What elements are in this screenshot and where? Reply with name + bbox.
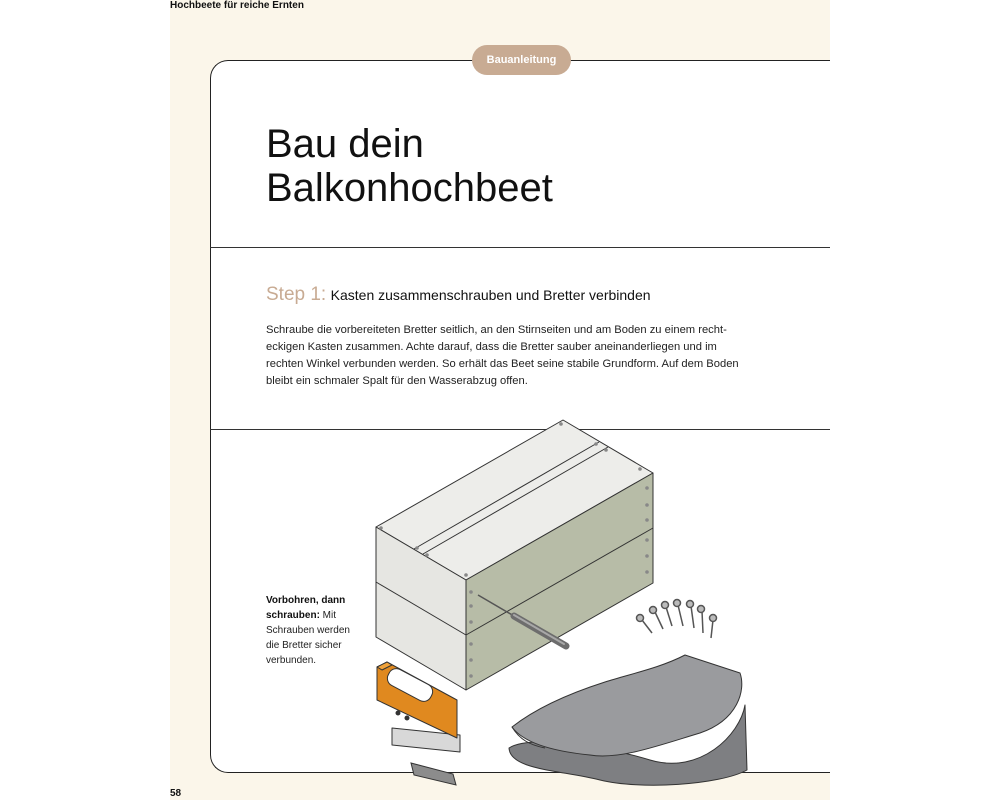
title-line-2: Balkonhochbeet	[266, 166, 553, 210]
caption-text: Mit Schrauben werden die Bretter sicher verbunden.	[266, 610, 350, 666]
screws-icon	[637, 600, 717, 639]
divider-top	[210, 247, 830, 248]
body-line: Schraube die vorbereiteten Bretter seitlich, an den Stirnseiten und am Boden zu einem recht-	[266, 324, 727, 336]
page-title	[266, 122, 786, 210]
step-label: Step 1:	[266, 284, 327, 305]
page-edge	[830, 0, 1000, 800]
body-line: rechten Winkel verbunden werden. So erhält das Beet seine stabile Grundform. Auf dem Boden	[266, 358, 739, 370]
page-number: 58	[170, 788, 182, 799]
step-heading	[266, 284, 651, 306]
section-badge: Bauanleitung	[472, 45, 571, 75]
fabric-liner-icon	[509, 655, 747, 785]
step-title: Kasten zusammenschrauben und Bretter verbinden	[330, 287, 651, 303]
title-line-1: Bau dein	[266, 122, 424, 166]
running-header: Hochbeete für reiche Ernten	[170, 0, 304, 11]
box-assembly-illustration	[350, 410, 790, 795]
step-body	[266, 322, 776, 390]
body-line: eckigen Kasten zusammen. Achte darauf, dass die Bretter sauber aneinanderliegen und im	[266, 341, 717, 353]
body-line: bleibt ein schmaler Spalt für den Wasserabzug offen.	[266, 375, 528, 387]
staples-icon	[411, 763, 456, 785]
wooden-box-icon	[376, 420, 653, 690]
caption-bold: Vorbohren, dann schrauben:	[266, 595, 346, 621]
